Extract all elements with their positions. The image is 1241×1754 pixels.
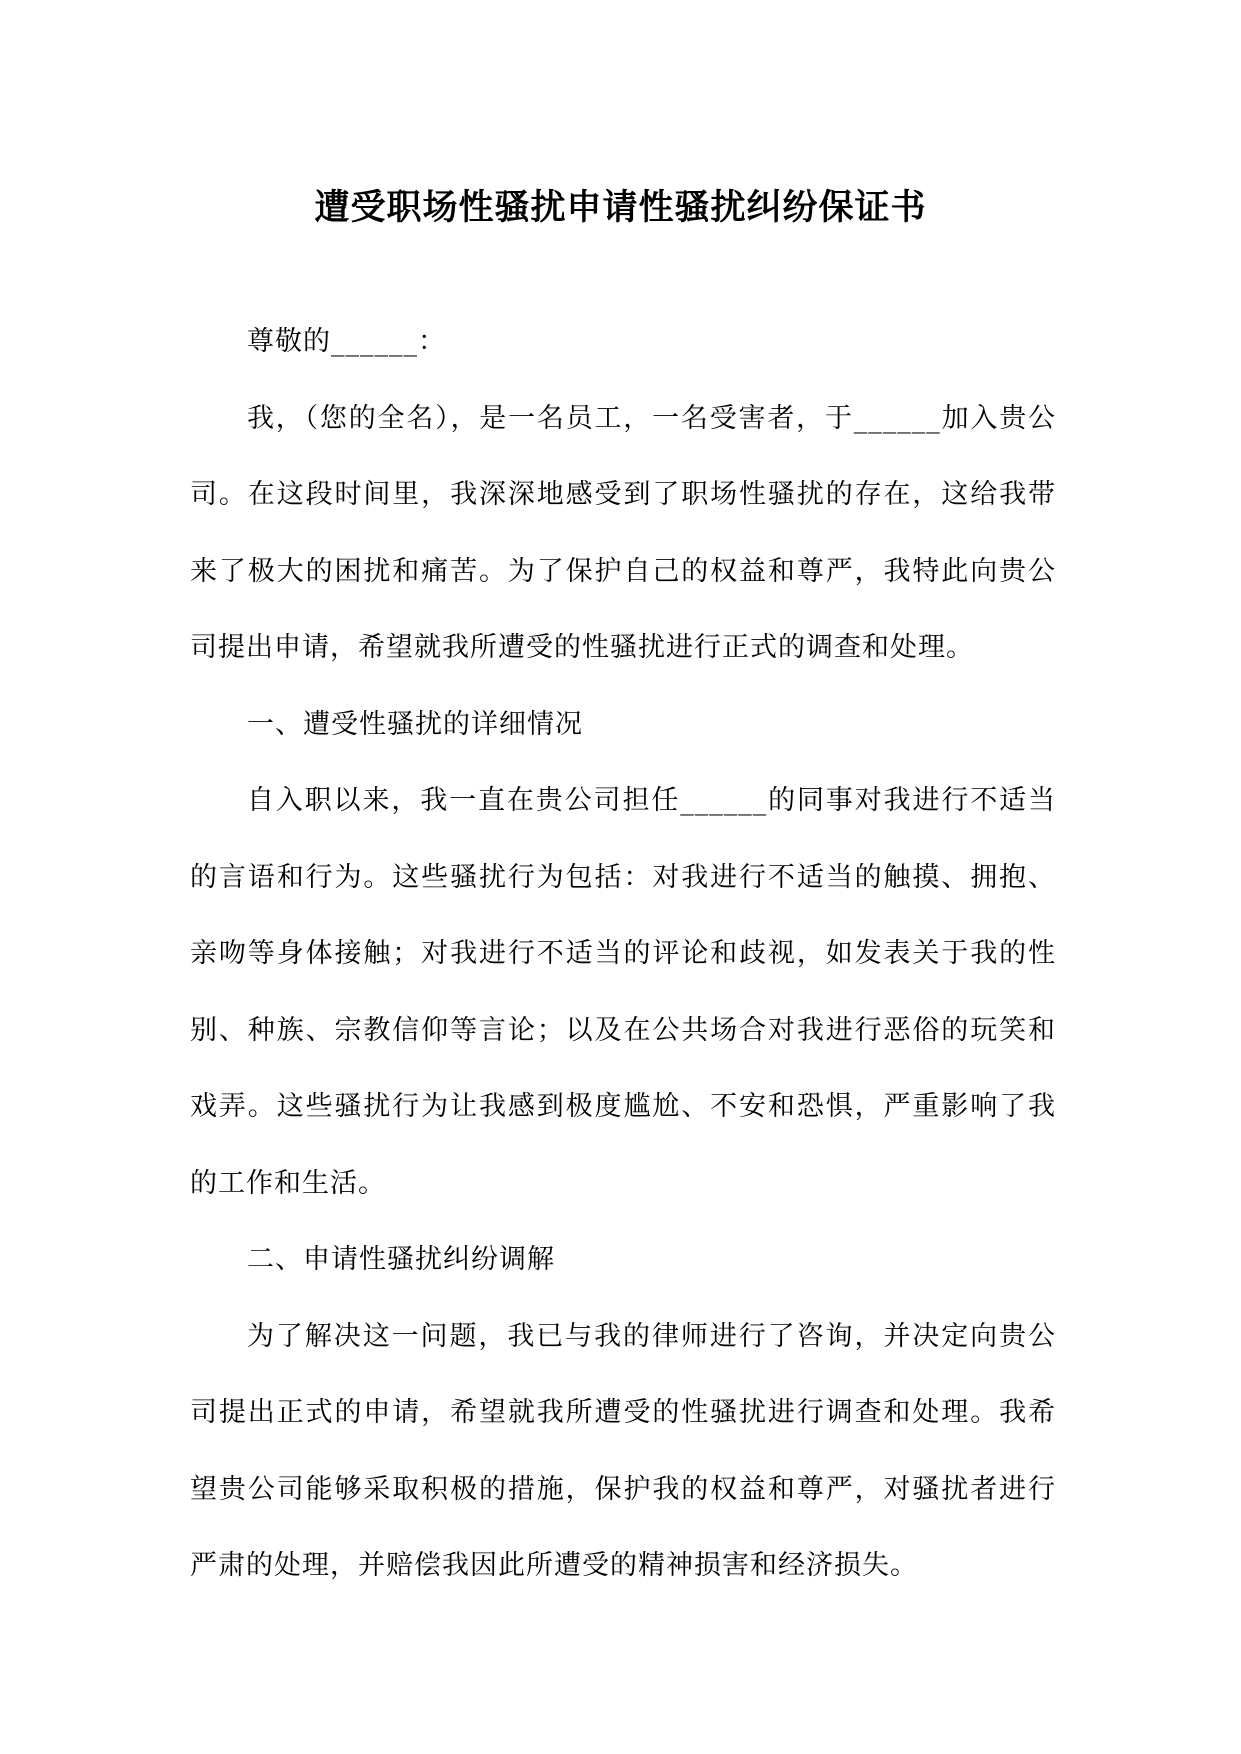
intro-paragraph: 我，（您的全名），是一名员工，一名受害者，于______加入贵公司。在这段时间里，我深深地感受到了职场性骚扰的存在，这给我带来了极大的困扰和痛苦。为了保护自己的权益和尊严，我特此向贵公司提出申请，希望就我所遭受的性骚扰进行正式的调查和处理。 <box>190 402 1056 663</box>
section-heading-2: 二、申请性骚扰纠纷调解 <box>247 1244 555 1275</box>
salutation: 尊敬的______： <box>247 326 446 357</box>
details-paragraph: 自入职以来，我一直在贵公司担任______的同事对我进行不适当的言语和行为。这些骚扰行为包括：对我进行不适当的触摸、拥抱、亲吻等身体接触；对我进行不适当的评论和歧视，如发表关于我的性别、种族、宗教信仰等言论；以及在公共场合对我进行恶俗的玩笑和戏弄。这些骚扰行为让我感到极度尴尬、不安和恐惧，严重影响了我的工作和生活。 <box>190 785 1056 1199</box>
section-heading-1: 一、遭受性骚扰的详细情况 <box>247 708 583 740</box>
request-paragraph: 为了解决这一问题，我已与我的律师进行了咨询，并决定向贵公司提出正式的申请，希望就我所遭受的性骚扰进行调查和处理。我希望贵公司能够采取积极的措施，保护我的权益和尊严，对骚扰者进行严肃的处理，并赔偿我因此所遭受的精神损害和经济损失。 <box>190 1320 1056 1581</box>
document-title: 遭受职场性骚扰申请性骚扰纠纷保证书 <box>314 188 927 228</box>
document-body <box>190 304 1056 1605</box>
